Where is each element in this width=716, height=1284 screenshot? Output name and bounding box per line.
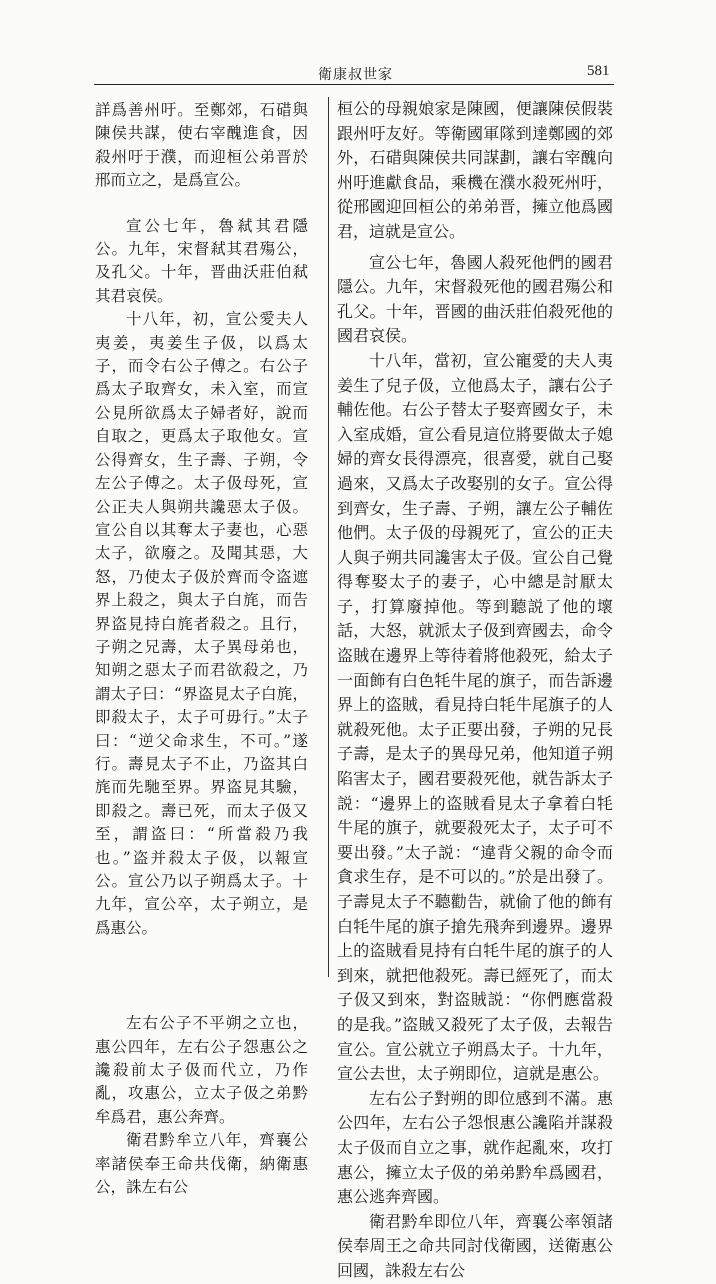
translation-paragraph: 十八年，當初，宣公寵愛的夫人夷姜生了兒子伋，立他爲太子，讓右公子輔佐他。右公子替太子娶齊國女子，未入室成婚，宣公看見這位將要做太子媳婦的齊女長得漂亮，很喜愛，就自己娶過來，又爲太子改娶别的女子。宣公得到齊女，生子壽、子朔，讓左公子輔佐他們。太子伋的母親死了，宣公的正夫人與子朔共同讒害太子伋。宣公自己覺得奪娶太子的妻子，心中總是討厭太子，打算廢掉他。等到聽説了他的壞話，大怒，就派太子伋到齊國去，命令盗賊在邊界上等待着將他殺死，給太子一面飾有白色牦牛尾的旗子，而告訴邊界上的盗賊，看見持白牦牛尾旗子的人就殺死他。太子正要出發，子朔的兄長子壽，是太子的異母兄弟，他知道子朔陷害太子，國君要殺死他，就告訴太子説：“邊界上的盗賊看見太子拿着白牦牛尾的旗子，就要殺死太子，太子可不要出發。”太子説：“違背父親的命令而貪求生存，是不可以的。”於是出發了。子壽見太子不聽勸告，就偷了他的飾有白牦牛尾的旗子搶先飛奔到邊界。邊界上的盗賊看見持有白牦牛尾的旗子的人到來，就把他殺死。壽已經死了，而太子伋又到來，對盗賊説：“你們應當殺的是我。”盗賊又殺死了太子伋，去報告宣公。宣公就立子朔爲太子。十九年，宣公去世，太子朔即位，這就是惠公。 bbox=[337, 350, 613, 1084]
column-divider bbox=[328, 97, 329, 977]
translation-paragraph: 衛君黔牟即位八年，齊襄公率領諸侯奉周王之命共同討伐衛國，送衛惠公回國，誅殺左右公 bbox=[337, 1211, 613, 1280]
page-number: 581 bbox=[587, 63, 610, 79]
translation-paragraph: 桓公的母親娘家是陳國，便讓陳侯假裝跟州吁友好。等衛國軍隊到達鄭國的郊外，石碏與陳侯共同謀劃，讓右宰醜向州吁進獻食品，乘機在濮水殺死州吁，從邢國迎回桓公的弟弟晋，擁立他爲國君，這就是宣公。 bbox=[337, 99, 613, 241]
page-header bbox=[0, 0, 716, 83]
translation-paragraph: 左右公子對朔的即位感到不滿。惠公四年，左右公子怨恨惠公讒陷并謀殺太子伋而自立之事，就作起亂來，攻打惠公，擁立太子伋的弟弟黔牟爲國君，惠公逃奔齊國。 bbox=[337, 1088, 613, 1207]
classical-paragraph: 衛君黔牟立八年，齊襄公率諸侯奉王命共伐衛，納衛惠公，誅左右公 bbox=[95, 1131, 308, 1197]
classical-paragraph: 十八年，初，宣公愛夫人夷姜，夷姜生子伋，以爲太子，而令右公子傅之。右公子爲太子取齊女，未入室，而宣公見所欲爲太子婦者好，說而自取之，更爲太子取他女。宣公得齊女，生子壽、子朔，令左公子傅之。太子伋母死，宣公正夫人與朔共讒惡太子伋。宣公自以其奪太子妻也，心惡太子，欲廢之。及聞其惡，大怒，乃使太子伋於齊而令盗遮界上殺之，與太子白旄，而告界盗見持白旄者殺之。且行，子朔之兄壽，太子異母弟也，知朔之惡太子而君欲殺之，乃謂太子曰：“界盗見太子白旄，即殺太子，太子可毋行。”太子曰：“逆父命求生，不可。”遂行。壽見太子不止，乃盗其白旄而先馳至界。界盗見其驗，即殺之。壽已死，而太子伋又至，謂盗曰：“所當殺乃我也。”盗并殺太子伋，以報宣公。宣公乃以子朔爲太子。十九年，宣公卒，太子朔立，是爲惠公。 bbox=[95, 310, 308, 937]
translation-paragraph: 宣公七年，魯國人殺死他們的國君隱公。九年，宋督殺死他的國君殤公和孔父。十年，晋國的曲沃莊伯殺死他的國君哀侯。 bbox=[337, 252, 613, 346]
running-title: 衛康叔世家 bbox=[318, 67, 393, 83]
classical-text-column bbox=[95, 99, 308, 1199]
translation-column bbox=[337, 97, 613, 1284]
classical-paragraph: 左右公子不平朔之立也，惠公四年，左右公子怨惠公之讒殺前太子伋而代立，乃作亂，攻惠公，立太子伋之弟黔牟爲君，惠公奔齊。 bbox=[95, 1014, 308, 1126]
classical-paragraph: 詳爲善州吁。至鄭郊，石碏與陳侯共謀，使右宰醜進食，因殺州吁于濮，而迎桓公弟晋於邢而立之，是爲宣公。 bbox=[95, 101, 308, 190]
classical-paragraph: 宣公七年，魯弒其君隱公。九年，宋督弒其君殤公，及孔父。十年，晋曲沃莊伯弒其君哀侯。 bbox=[95, 216, 308, 305]
header-rule bbox=[94, 84, 614, 85]
